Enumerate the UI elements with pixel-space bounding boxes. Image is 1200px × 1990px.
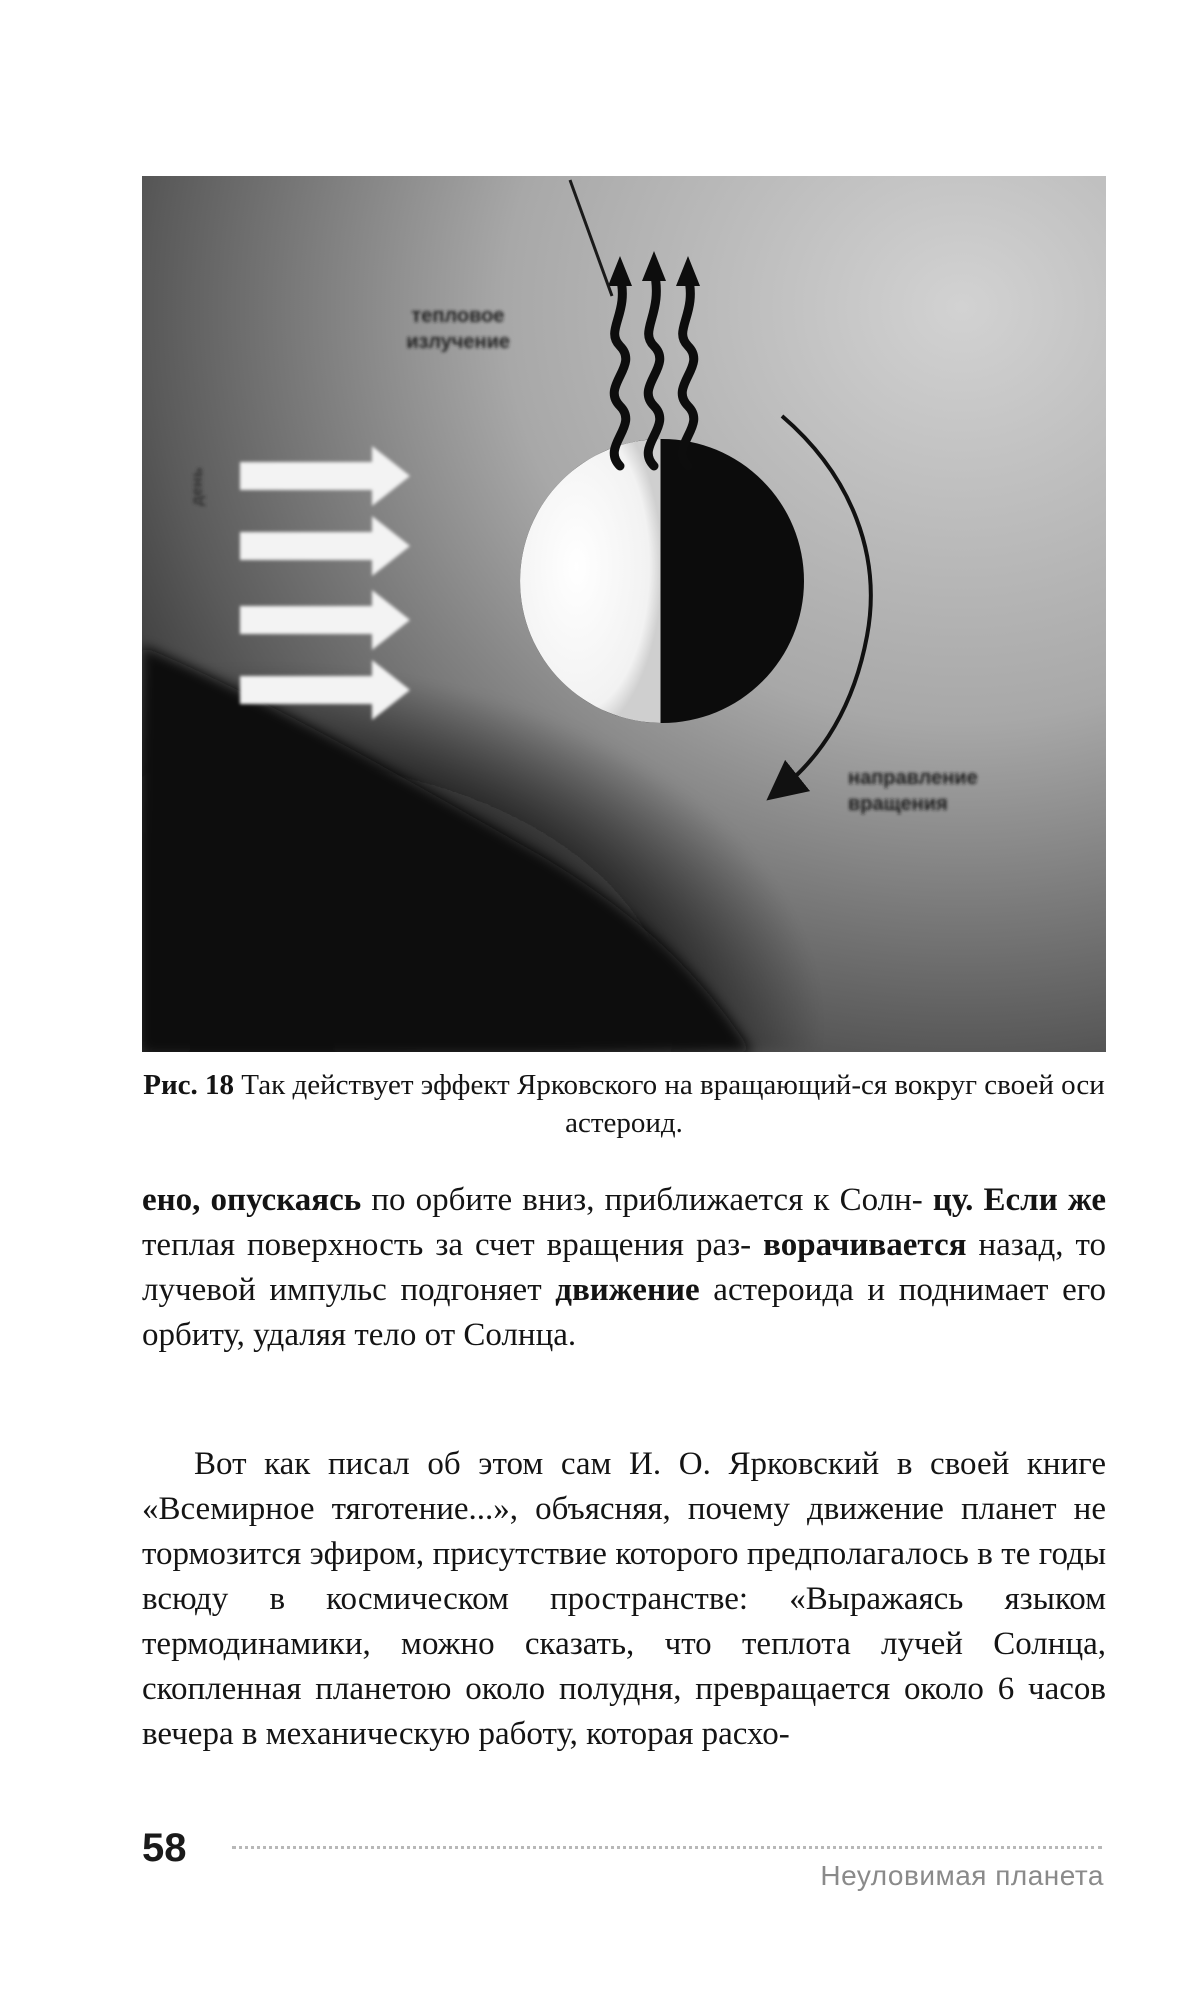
para1-bold-1: ено, опускаясь <box>142 1182 362 1218</box>
figure-illustration <box>142 176 1106 1052</box>
para1-text-3: назад, то лучевой импульс подгоняет <box>142 1227 1107 1308</box>
label-rotation-direction: направление вращения <box>848 767 978 815</box>
asteroid <box>520 439 804 723</box>
para1-bold-2: цу. Если же <box>932 1182 1106 1218</box>
para1-bold-4: движение <box>555 1272 700 1308</box>
running-title: Неуловимая планета <box>820 1860 1104 1891</box>
body-paragraph-1 <box>142 1178 1106 1358</box>
label-thermal-radiation: тепловое излучение <box>406 305 510 353</box>
para1-bold-3: ворачивается <box>763 1227 967 1263</box>
footer-dotted-rule <box>232 1846 1102 1849</box>
para1-text-1: по орбите вниз, приближается к Солн- <box>361 1182 923 1218</box>
figure-caption <box>140 1066 1108 1142</box>
figure-yarkovsky-effect <box>142 176 1106 1052</box>
body-paragraph-2 <box>142 1442 1106 1757</box>
para1-text-2: теплая поверхность за счет вращения раз- <box>142 1227 752 1263</box>
para2-text: Вот как писал об этом сам И. О. Ярковский в своей книге «Всемирное тяготение...», объясняя, почему движение планет не тормозится эфиром, присутствие которого предполагалось в те годы всюду в космическом пространстве: «Выражаясь языком термодинамики, можно сказать, что теплота лучей Солнца, скопленная планетою около полудня, превращается около 6 часов вечера в механическую работу, которая расхо- <box>142 1446 1106 1752</box>
figure-caption-text: Так действует эффект Ярковского на вращающий-ся вокруг своей оси астероид. <box>234 1069 1105 1139</box>
para1-text-4: астероида и поднимает его орбиту, удаляя тело от Солнца. <box>142 1272 1106 1353</box>
label-side: день <box>189 467 206 506</box>
page-number: 58 <box>142 1826 187 1870</box>
figure-caption-label: Рис. 18 <box>143 1069 235 1101</box>
